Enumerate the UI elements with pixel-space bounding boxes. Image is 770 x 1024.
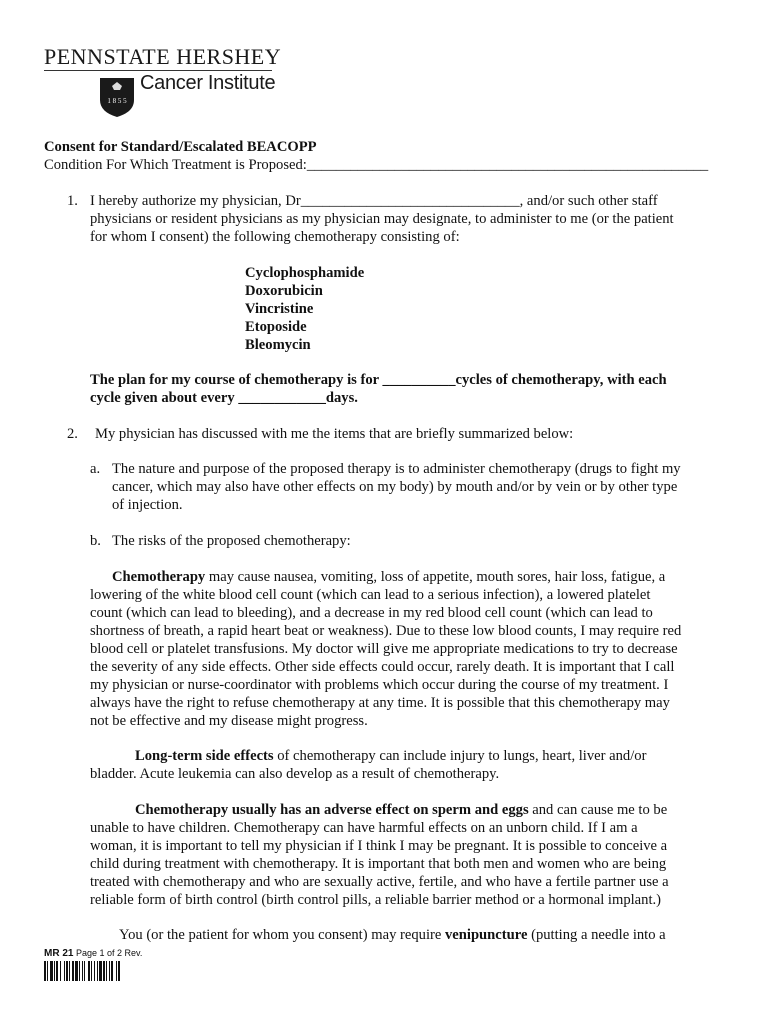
item2-number: 2.: [67, 426, 78, 442]
chemo-first-rest: may cause nausea, vomiting, loss of appetite, mouth sores, hair loss, fatigue, a: [205, 569, 666, 585]
item1-number: 1.: [67, 193, 78, 209]
form-title: Consent for Standard/Escalated BEACOPP: [44, 139, 317, 155]
item2-intro: My physician has discussed with me the items that are briefly summarized below:: [95, 426, 574, 442]
longterm-first-line: [135, 747, 646, 765]
fertility-line: reliable form of birth control (birth control pills, a reliable barrier method or a hormonal implant.): [90, 892, 662, 908]
chemo-line: the severity of any side effects. Other side effects could occur, rarely death. It is important that I call: [90, 659, 675, 675]
institution-logo-text: PENNSTATE HERSHEY: [44, 44, 282, 69]
chemo-line: always have the right to refuse chemotherapy at any time. It is possible that this chemotherapy may: [90, 695, 670, 711]
drug-item: Cyclophosphamide: [245, 265, 365, 281]
item2a-label: a.: [90, 461, 101, 477]
plan-line2: cycle given about every ____________days.: [90, 390, 358, 406]
fertility-line: treated with chemotherapy and who are sexually active, fertile, and who have a fertile partner use a: [90, 874, 669, 890]
chemo-line: not be effective and my disease might progress.: [90, 713, 368, 729]
chemo-line: count (which can lead to bleeding), and a decrease in my red blood cell count (which can lead to: [90, 605, 653, 621]
veni-rest: (putting a needle into a: [527, 927, 666, 943]
form-code: [44, 948, 142, 959]
item2a-line: The nature and purpose of the proposed therapy is to administer chemotherapy (drugs to fight my: [112, 461, 681, 477]
fertility-line: woman, it is important to tell my physician if I think I may be pregnant. It is possible to conceive a: [90, 838, 668, 854]
chemo-line: shortness of breath, a rapid heart beat or weakness). Due to these low blood counts, I may require red: [90, 623, 682, 639]
drug-item: Vincristine: [245, 301, 314, 317]
fertility-line: child during treatment with chemotherapy. It is important that both men and women who are being: [90, 856, 667, 872]
institution-subtitle: Cancer Institute: [140, 72, 276, 94]
venipuncture-line: [119, 926, 666, 944]
seal-year: 1 8 5 5: [107, 97, 127, 105]
plan-line1: The plan for my course of chemotherapy is for __________cycles of chemotherapy, with each: [90, 372, 667, 388]
item1-line1: I hereby authorize my physician, Dr______________________________, and/or such other staff: [90, 193, 658, 209]
fertility-line: unable to have children. Chemotherapy can have harmful effects on an unborn child. If I am a: [90, 820, 638, 836]
chemo-bold-term: Chemotherapy: [112, 569, 206, 585]
veni-bold-term: venipuncture: [445, 927, 528, 943]
chemo-para-first-line: [112, 568, 665, 586]
item2b-label: b.: [90, 533, 101, 549]
form-code-id: MR 21: [44, 948, 74, 959]
chemo-line: my physician or nurse-coordinator with problems which occur during the course of my treatment. I: [90, 677, 669, 693]
item2b-text: The risks of the proposed chemotherapy:: [112, 533, 351, 549]
veni-first: You (or the patient for whom you consent) may require: [119, 927, 445, 943]
fertility-first-rest: and can cause me to be: [528, 802, 668, 818]
longterm-line2: bladder. Acute leukemia can also develop as a result of chemotherapy.: [90, 766, 500, 782]
fertility-bold-term: Chemotherapy usually has an adverse effect on sperm and eggs: [135, 802, 529, 818]
drug-item: Doxorubicin: [245, 283, 323, 299]
barcode-image: [44, 961, 150, 981]
longterm-first-rest: of chemotherapy can include injury to lungs, heart, liver and/or: [273, 748, 647, 764]
drug-item: Etoposide: [245, 319, 307, 335]
item1-line3: for whom I consent) the following chemotherapy consisting of:: [90, 229, 460, 245]
chemo-line: lowering of the white blood cell count (which can lead to a serious infection), a lowered platelet: [90, 587, 651, 603]
penn-state-shield-icon: [98, 76, 136, 118]
chemo-line: blood cell or platelet transfusions. My doctor will give me appropriate medications to try to decrease: [90, 641, 678, 657]
page-info: Page 1 of 2 Rev.: [73, 948, 143, 958]
longterm-bold-term: Long-term side effects: [135, 748, 274, 764]
fertility-first-line: [135, 801, 667, 819]
drug-item: Bleomycin: [245, 337, 311, 353]
item2a-line: of injection.: [112, 497, 183, 513]
condition-field: Condition For Which Treatment is Proposed:_______________________________________________________: [44, 157, 709, 173]
item2a-line: cancer, which may also have other effects on my body) by mouth and/or by vein or by other type: [112, 479, 678, 495]
item1-line2: physicians or resident physicians as my physician may designate, to administer to me (or the patient: [90, 211, 674, 227]
logo-divider: [44, 70, 272, 71]
